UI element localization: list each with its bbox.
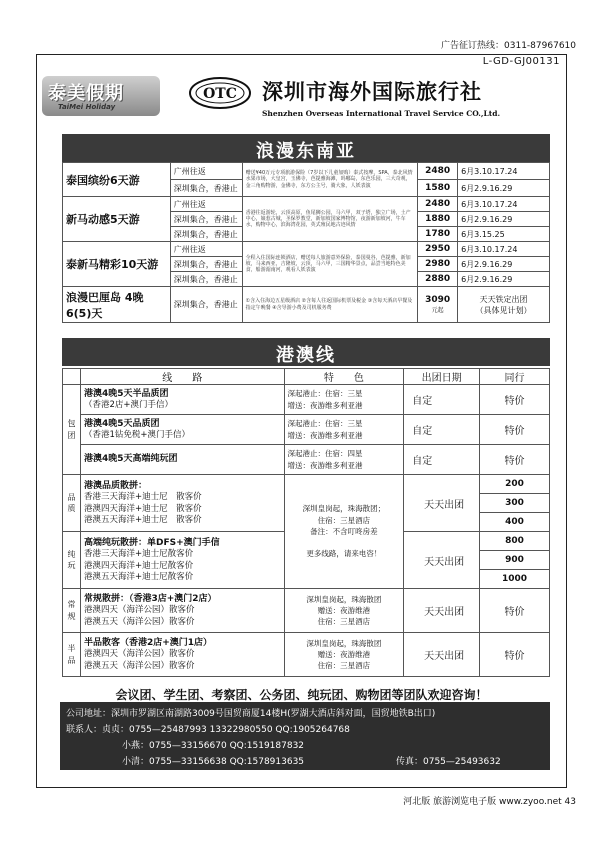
date-line: （具体见计划）	[475, 305, 532, 315]
company-name-cn: 深圳市海外国际旅行社	[262, 80, 482, 104]
route-line: 港澳四天（海洋公园）散客价	[83, 605, 195, 616]
route-name: 泰国缤纷6天游	[63, 163, 171, 197]
peer-price: 特价	[480, 445, 550, 475]
dates: 6月3.10.17.24	[458, 163, 550, 180]
feature	[284, 589, 404, 633]
route	[80, 589, 284, 633]
category-label: 品质	[63, 475, 81, 532]
table-row	[63, 163, 550, 180]
route-desc: 香港往返游轮，云顶高原，鱼尾狮公园，马六甲，双子塔，独立广场，土产中心，娘惹古城，圣保罗教堂，新加坡国家博物馆，夜游新加坡河，牛车水，购物中心，滨海湾花园，英式殖民地古迹风情	[242, 197, 418, 242]
feature-line: 深圳皇岗起，珠海散团	[306, 594, 382, 604]
price: 2480	[418, 163, 458, 180]
feature-line: 更多线路，请来电咨！	[306, 549, 382, 559]
departure: 广州往返	[170, 163, 242, 180]
feature	[284, 415, 404, 445]
date-line: 天天铁定出团	[479, 294, 528, 304]
route-line: 香港三天海洋+迪士尼散客价	[83, 549, 194, 560]
feature	[284, 385, 404, 415]
depart-date: 天天出团	[404, 532, 480, 589]
dates: 6月2.9.16.29	[458, 180, 550, 197]
table-row	[63, 197, 550, 212]
category-label: 包团	[63, 385, 81, 475]
sea-section-header	[62, 134, 550, 162]
peer-price: 1000	[480, 570, 550, 589]
company-address: 公司地址：深圳市罗湖区南湖路3009号国贸商厦14楼H(罗湖大酒店斜对面，国贸地铁B出口)	[66, 709, 436, 719]
dates	[458, 287, 550, 323]
feature	[284, 475, 404, 589]
peer-price: 特价	[480, 633, 550, 677]
fax-line: 传真：0755—25493632	[396, 757, 501, 767]
route-line: （香港2店+澳门手信）	[83, 400, 174, 410]
price: 2880	[418, 272, 458, 287]
table-row	[63, 445, 550, 475]
route-line: 港澳四天海洋+迪士尼散客价	[83, 560, 194, 571]
table-row	[63, 242, 550, 257]
route	[80, 633, 284, 677]
table-row	[63, 415, 550, 445]
route-title: 港澳4晚5天半品质团	[83, 388, 169, 399]
table-header-row	[63, 369, 550, 385]
peer-price: 900	[480, 551, 550, 570]
welcome-banner: 会议团、学生团、考察团、公务团、纯玩团、购物团等团队欢迎咨询！	[115, 688, 488, 702]
feature-line: 增送：夜游维多利亚港	[287, 460, 363, 470]
table-row	[63, 589, 550, 633]
category-label: 半品	[63, 633, 81, 677]
feature-line: 深起港止：住宿：三星	[287, 389, 363, 399]
route	[80, 445, 284, 475]
dates: 6月3.15.25	[458, 227, 550, 242]
price: 1880	[418, 212, 458, 227]
route-name: 泰新马精彩10天游	[63, 242, 171, 287]
route-name: 浪漫巴厘岛 4晚6(5)天	[63, 287, 171, 323]
table-row	[63, 287, 550, 323]
depart-date: 自定	[404, 445, 480, 475]
depart-date: 天天出团	[404, 633, 480, 677]
feature-line: 深圳皇岗起，珠海散团；	[302, 504, 386, 514]
price-value: 3090	[425, 294, 451, 305]
price	[418, 287, 458, 323]
peer-price: 400	[480, 513, 550, 532]
peer-price: 300	[480, 494, 550, 513]
header-cell	[63, 369, 81, 385]
price: 2950	[418, 242, 458, 257]
header-cell: 同行	[480, 369, 550, 385]
feature-line: 深圳皇岗起，珠海散团	[306, 638, 382, 648]
route	[80, 415, 284, 445]
feature-line: 住宿：三星酒店	[317, 515, 371, 525]
publisher-line: 河北版 旅游浏览电子版 www.zyoo.net 43	[403, 797, 576, 807]
table-row	[63, 385, 550, 415]
feature-line: 增送：夜游维多利亚港	[287, 430, 363, 440]
taimei-logo-en: TaiMei Holiday	[58, 103, 116, 111]
departure: 深圳集合，香港止	[170, 287, 242, 323]
peer-price: 特价	[480, 415, 550, 445]
dates: 6月2.9.16.29	[458, 212, 550, 227]
feature-line: 备注：不含叮咚房差	[310, 526, 378, 536]
contact-footer	[60, 702, 550, 770]
route-line: 港澳五天海洋+迪士尼散客价	[83, 571, 194, 582]
contact-line: 小清：0755—33156638 QQ:1578913635	[122, 757, 305, 767]
feature-line: 深起港止：住宿：三星	[287, 419, 363, 429]
route-line: 香港三天海洋+迪士尼 散客价	[83, 492, 202, 503]
departure: 深圳集合，香港止	[170, 257, 242, 272]
feature-line: 赠送：夜游维港	[317, 649, 371, 659]
route-title: 半品散客（香港2店+澳门1店）	[83, 637, 213, 648]
company-name-en: Shenzhen Overseas International Travel Service CO.,Ltd.	[262, 109, 501, 118]
taimei-logo-cn: 泰美假期	[48, 83, 124, 104]
feature-line: 住宿：三星酒店	[317, 617, 371, 627]
header-cell: 出团日期	[404, 369, 480, 385]
table-row	[63, 633, 550, 677]
dates: 6月3.10.17.24	[458, 197, 550, 212]
contact-line: 小燕：0755—33156670 QQ:1519187832	[122, 741, 305, 751]
table-row	[63, 475, 550, 494]
price: 1780	[418, 227, 458, 242]
route-line: （香港1钻免税+澳门手信）	[83, 430, 191, 440]
otc-logo-icon	[188, 76, 252, 110]
departure: 深圳集合，香港止	[170, 272, 242, 287]
route-line: 港澳四天（海洋公园）散客价	[83, 649, 195, 660]
gangao-table	[62, 368, 550, 677]
route-desc: 全程入住国际连锁酒店，赠送每人旅游意外保险，泰国曼谷，芭提雅，新加坡，马来西亚，吉隆坡，云顶，马六甲，三国精华景点，品尝当地特色美食，船游湄南河，观看人妖表演	[242, 242, 418, 287]
departure: 深圳集合，香港止	[170, 212, 242, 227]
depart-date: 自定	[404, 385, 480, 415]
feature-line: 增送：夜游维多利亚港	[287, 400, 363, 410]
price: 2480	[418, 197, 458, 212]
otc-logo-text: OTC	[203, 86, 237, 102]
depart-date: 自定	[404, 415, 480, 445]
route-title: 港澳品质散拼：	[83, 480, 147, 491]
price-note: 元起	[431, 306, 444, 314]
route-desc: ①含入住海边五星级酒店 ②含每人往返国际机票及税金 ③含每天酒店早餐及指定午晚餐 ④含导游小费及司机服务费	[242, 287, 418, 323]
sea-section-title: 浪漫东南亚	[256, 141, 356, 162]
sea-table	[62, 162, 550, 323]
route-title: 高端纯玩散拼：单DFS+澳门手信	[83, 537, 220, 548]
departure: 广州往返	[170, 242, 242, 257]
route-title: 港澳4晚5天高端纯玩团	[83, 454, 178, 465]
dates: 6月2.9.16.29	[458, 257, 550, 272]
peer-price: 800	[480, 532, 550, 551]
departure: 广州往返	[170, 197, 242, 212]
dates: 6月3.10.17.24	[458, 242, 550, 257]
feature	[284, 445, 404, 475]
dates: 6月2.9.16.29	[458, 272, 550, 287]
departure: 深圳集合，香港止	[170, 180, 242, 197]
price: 2980	[418, 257, 458, 272]
route-line: 港澳四天海洋+迪士尼 散客价	[83, 503, 202, 514]
route-line: 港澳五天（海洋公园）散客价	[83, 660, 195, 671]
gangao-section-header	[62, 338, 550, 366]
feature	[284, 633, 404, 677]
route-line: 港澳五天（海洋公园）散客价	[83, 616, 195, 627]
route-title: 港澳4晚5天品质团	[83, 418, 160, 429]
peer-price: 200	[480, 475, 550, 494]
ad-code: L-GD-GJ00131	[482, 56, 560, 67]
feature-line: 住宿：三星酒店	[317, 661, 371, 671]
route-title: 常规散拼：（香港3店+澳门2店）	[83, 593, 217, 604]
depart-date: 天天出团	[404, 589, 480, 633]
route-name: 新马动感5天游	[63, 197, 171, 242]
peer-price: 特价	[480, 589, 550, 633]
route	[80, 385, 284, 415]
ad-hotline: 广告征订热线：0311-87967610	[441, 41, 576, 51]
route	[80, 475, 284, 532]
feature-line: 赠送：夜游维港	[317, 605, 371, 615]
category-label: 纯玩	[63, 532, 81, 589]
feature-line: 深起港止：住宿：四星	[287, 449, 363, 459]
route	[80, 532, 284, 589]
gangao-section-title: 港澳线	[276, 345, 336, 366]
taimei-logo	[42, 76, 160, 116]
category-label: 常规	[63, 589, 81, 633]
depart-date: 天天出团	[404, 475, 480, 532]
peer-price: 特价	[480, 385, 550, 415]
header-cell: 线 路	[80, 369, 284, 385]
contact-line: 联系人：贞贞：0755—25487993 13322980550 QQ:1905264768	[66, 725, 350, 735]
route-line: 港澳五天海洋+迪士尼 散客价	[83, 514, 202, 525]
route-desc: 赠送¥40万元专项旅游保险（7岁以下儿童加购）泰式按摩，SPA，泰北风情水果市场，大皇宫，玉佛寺，芭提雅海滩，吗哪岛，东芭乐园，三大奇观，金三角购物游，金佛寺，东方公主号，骑大象，人妖表演	[242, 163, 418, 197]
header-cell: 特 色	[284, 369, 404, 385]
price: 1580	[418, 180, 458, 197]
departure: 深圳集合，香港止	[170, 227, 242, 242]
